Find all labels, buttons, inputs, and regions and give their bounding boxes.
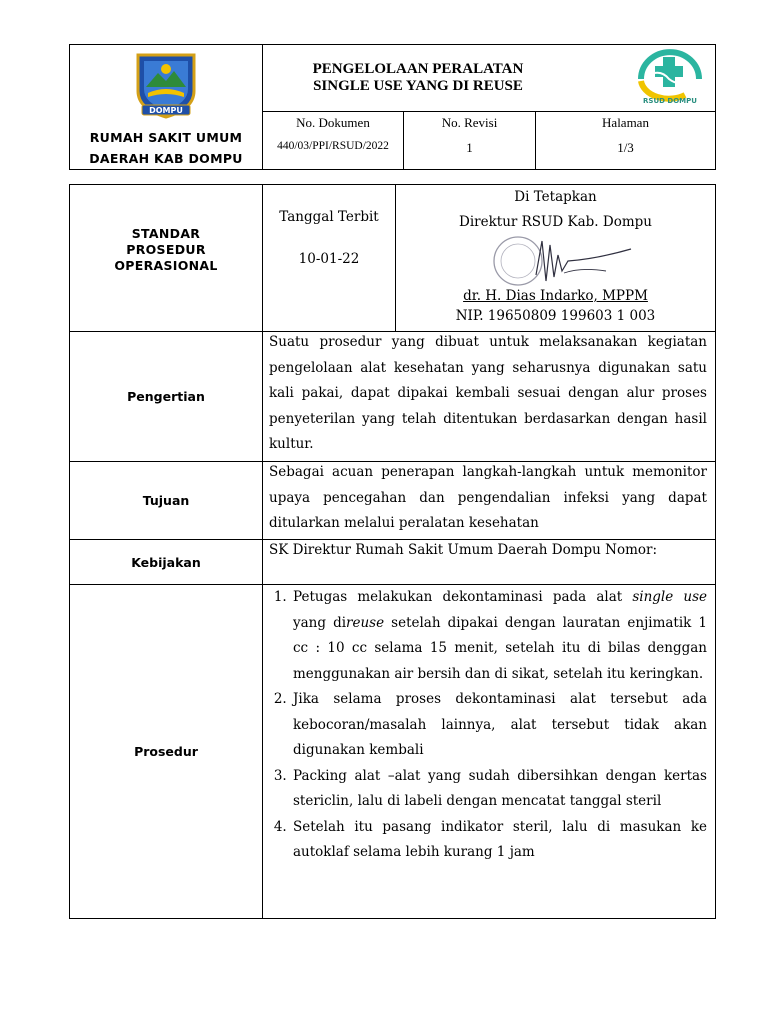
pengertian-text: Suatu prosedur yang dibuat untuk melaksanakan kegiatan pengelolaan alat kesehatan yang seharusnya digunakan satu kali pakai, dapat dipakai kembali sesuai dengan alur proses penyeterilan yang telah ditentukan berdasarkan dengan hasil kultur. (269, 334, 707, 452)
sop-title-line3: OPERASIONAL (114, 258, 218, 273)
pengertian-text-cell (263, 332, 716, 462)
sop-title-line1: STANDAR (131, 226, 201, 241)
stamp-and-signature (446, 231, 666, 287)
document-title-line2: SINGLE USE YANG DI REUSE (313, 78, 523, 95)
no-dokumen-label: No. Dokumen (296, 115, 370, 131)
prosedur-step-3: 3. Packing alat –alat yang sudah dibersihkan dengan kertas stericlin, lalu di labeli dengan mencatat tanggal steril (291, 764, 707, 815)
tanggal-value: 10-01-22 (298, 251, 360, 267)
sop-title-line2: PROSEDUR (126, 242, 206, 257)
tujuan-text: Sebagai acuan penerapan langkah-langkah untuk memonitor upaya pencegahan dan pengendalian infeksi yang dapat ditularkan melalui peralatan kesehatan (269, 464, 707, 531)
no-revisi-label: No. Revisi (441, 115, 498, 131)
halaman-value: 1/3 (617, 140, 634, 156)
tanggal-label: Tanggal Terbit (279, 209, 379, 225)
kebijakan-label-cell (70, 540, 263, 585)
kebijakan-text-cell (263, 540, 716, 585)
tujuan-label: Tujuan (142, 493, 190, 508)
pengertian-label: Pengertian (127, 389, 205, 404)
direktur-text: Direktur RSUD Kab. Dompu (459, 214, 652, 230)
no-dokumen-cell (263, 112, 404, 170)
prosedur-step-4: 4. Setelah itu pasang indikator steril, lalu di masukan ke autoklaf selama lebih kurang 1 jam (291, 815, 707, 866)
tujuan-label-cell (70, 462, 263, 540)
prosedur-text-cell (263, 585, 716, 919)
kebijakan-label: Kebijakan (131, 554, 201, 570)
sop-table (69, 184, 716, 919)
hospital-name-line2: DAERAH KAB DOMPU (89, 151, 243, 166)
no-dokumen-value: 440/03/PPI/RSUD/2022 (277, 140, 389, 153)
pengertian-label-cell (70, 332, 263, 462)
hospital-name-line1: RUMAH SAKIT UMUM (89, 130, 243, 145)
right-logo-text: RSUD DOMPU (643, 97, 697, 105)
halaman-cell (536, 112, 716, 170)
prosedur-step-2: 2. Jika selama proses dekontaminasi alat tersebut ada kebocoran/masalah lainnya, alat tersebut tidak akan digunakan kembali (291, 687, 707, 764)
halaman-label: Halaman (602, 115, 649, 131)
signature-cell (396, 185, 716, 332)
sop-title-cell (70, 185, 263, 332)
tujuan-text-cell (263, 462, 716, 540)
prosedur-step-1: 1. Petugas melakukan dekontaminasi pada alat single use yang direuse setelah dipakai dengan lauratan enjimatik 1 cc : 10 cc selama 15 menit, setelah itu di bilas denggan menggunakan air bersih dan di sikat, setelah itu keringkan. (291, 585, 707, 687)
prosedur-label-cell (70, 585, 263, 919)
tanggal-cell (263, 185, 396, 332)
kebijakan-text: SK Direktur Rumah Sakit Umum Daerah Dompu Nomor: (269, 542, 658, 558)
prosedur-list (269, 585, 707, 866)
hospital-identity-cell (70, 45, 263, 170)
title-cell (263, 45, 716, 112)
document-title-line1: PENGELOLAAN PERALATAN (312, 61, 524, 78)
dompu-emblem-logo (130, 51, 202, 121)
no-revisi-value: 1 (466, 140, 473, 156)
no-revisi-cell (404, 112, 536, 170)
signer-nip: NIP. 19650809 199603 1 003 (455, 308, 656, 324)
signer-name: dr. H. Dias Indarko, MPPM (463, 288, 648, 304)
prosedur-label: Prosedur (134, 744, 198, 759)
rsud-dompu-logo (627, 49, 713, 107)
ditetapkan-text: Di Tetapkan (514, 189, 597, 205)
logo-text: DOMPU (149, 106, 183, 115)
document-header (69, 44, 716, 170)
